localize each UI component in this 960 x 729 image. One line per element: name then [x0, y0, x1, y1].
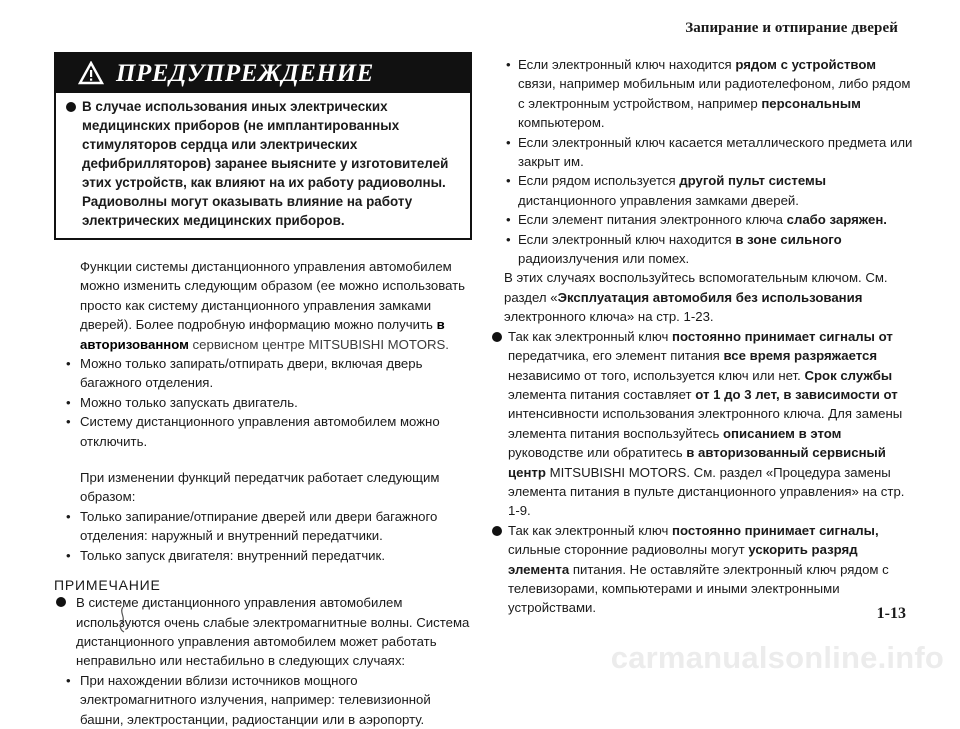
list-item: • Если электронный ключ находится рядом с устройством связи, например мобильным или радиотелефоном, либо рядом с электронным устройством, например персональным компьютером. [504, 55, 914, 133]
right-column [504, 55, 914, 618]
bullet-icon [66, 102, 76, 112]
list-item: • Только запуск двигателя: внутренний передатчик. [54, 546, 472, 565]
warning-title-bar [56, 54, 470, 93]
list-item: • Если элемент питания электронного ключа слабо заряжен. [504, 210, 914, 229]
warning-triangle-icon [78, 61, 104, 85]
warning-box [54, 52, 472, 240]
list-item: • Систему дистанционного управления автомобилем можно отключить. [54, 412, 472, 451]
note-block [504, 521, 914, 618]
bullet-icon [492, 332, 502, 342]
warning-text: В случае использования иных электрических медицинских приборов (не имплантированных стимуляторов сердца или электрических дефибрилляторов) заранее выясните у изготовителей этих устройств, как влияют на их работу радиоволны. Радиоволны могут оказывать влияние на работу электрических медицинских приборов. [82, 99, 449, 228]
bullet-icon [492, 526, 502, 536]
page-header: Запирание и отпирание дверей [685, 20, 898, 36]
warning-title: ПРЕДУПРЕЖДЕНИЕ [116, 59, 374, 87]
list-item: • Если электронный ключ касается металлического предмета или закрыт им. [504, 133, 914, 172]
after-paragraph: В этих случаях воспользуйтесь вспомогательным ключом. См. раздел «Эксплуатация автомобиля без использования электронного ключа» на стр. 1-23. [504, 270, 888, 325]
list-item: • Можно только запускать двигатель. [54, 393, 472, 412]
list-item: • Можно только запирать/отпирать двери, включая дверь багажного отделения. [54, 354, 472, 393]
bullet-icon [56, 597, 66, 607]
note-text: Так как электронный ключ постоянно принимает сигналы, сильные сторонние радиоволны могут ускорить разряд элемента питания. Не оставляйте электронный ключ рядом с телевизорами, компьютерами и иными электронными устройствами. [508, 522, 889, 616]
scan-mark-icon [116, 606, 128, 634]
list-item: • При нахождении вблизи источников мощного электромагнитного излучения, например: телевизионной башни, электростанции, радиостанции или в аэропорту. [54, 671, 472, 729]
notes-heading: ПРИМЕЧАНИЕ [54, 577, 161, 594]
transmitter-paragraph: При изменении функций передатчик работает следующим образом: [80, 470, 440, 505]
note-text: В системе дистанционного управления автомобилем используются очень слабые электромагнитные волны. Система дистанционного управления автомобилем может работать неправильно или нестабильно в следующих случаях: [76, 595, 470, 669]
watermark: carmanualsonline.info [610, 640, 944, 675]
intro-paragraph: Функции системы дистанционного управления автомобилем можно изменить следующим образом (ее можно использовать просто как систему дистанционного управления замками дверей). Более подробную информацию можно получить в авторизованном сервисном центре MITSUBISHI MOTORS. [80, 259, 466, 352]
page-number: 1-13 [876, 605, 906, 622]
options-list [54, 354, 472, 451]
note-block [504, 327, 914, 521]
list-item: • Только запирание/отпирание дверей или двери багажного отделения: наружный и внутренний передатчики. [54, 507, 472, 546]
note-list [54, 671, 472, 729]
list-item: • Если рядом используется другой пульт системы дистанционного управления замками дверей. [504, 171, 914, 210]
note-text: Так как электронный ключ постоянно принимает сигналы от передатчика, его элемент питания все время разряжается независимо от того, используется ключ или нет. Срок службы элемента питания составляет от 1 до 3 лет, в зависимости от интенсивности использования электронного ключа. Для замены элемента питания воспользуйтесь описанием в этом руководстве или обратитесь в авторизованный сервисный центр MITSUBISHI MOTORS. См. раздел «Процедура замены элемента питания в пульте дистанционного управления» на стр. 1-9. [508, 328, 905, 519]
conditions-list [504, 55, 914, 268]
list-item: • Если электронный ключ находится в зоне сильного радиоизлучения или помех. [504, 230, 914, 269]
transmitter-list [54, 507, 472, 565]
warning-body [56, 93, 470, 238]
